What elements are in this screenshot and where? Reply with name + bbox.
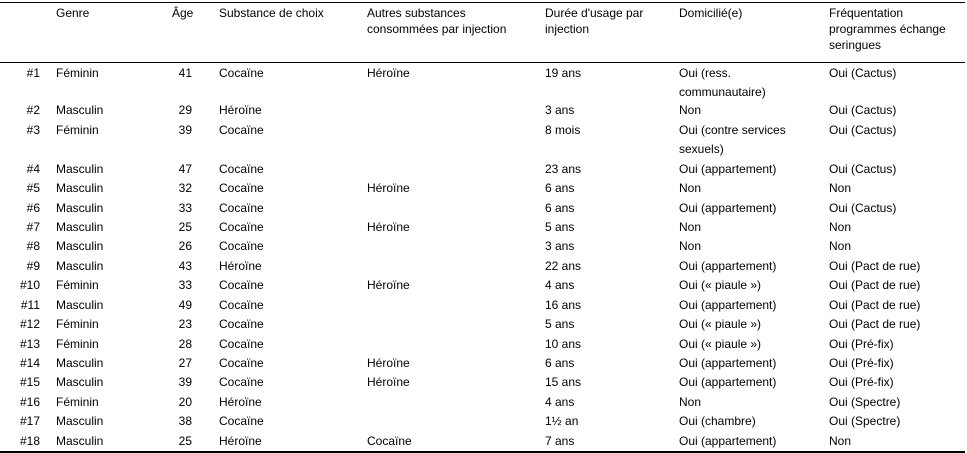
row-substance: Cocaïne (219, 278, 264, 292)
row-other-substances: Héroïne (367, 375, 410, 389)
row-age: 25 (178, 220, 192, 234)
row-genre: Masculin (56, 162, 104, 176)
row-duration: 10 ans (545, 337, 582, 351)
row-housed: Oui (ress. communautaire) (679, 66, 766, 99)
row-id: #3 (26, 123, 40, 137)
row-age: 47 (178, 162, 192, 176)
row-programs: Oui (Pact de rue) (829, 298, 921, 312)
row-programs: Oui (Pré-fix) (829, 337, 894, 351)
row-housed: Oui (appartement) (679, 434, 777, 448)
row-other-substances: Héroïne (367, 278, 410, 292)
header-housed: Domicilié(e) (679, 6, 743, 20)
row-substance: Cocaïne (219, 356, 264, 370)
row-housed: Oui (appartement) (679, 298, 777, 312)
row-housed: Oui (appartement) (679, 162, 777, 176)
row-substance: Cocaïne (219, 201, 264, 215)
row-genre: Masculin (56, 298, 104, 312)
row-housed: Non (679, 181, 702, 195)
row-substance: Cocaïne (219, 375, 264, 389)
row-genre: Masculin (56, 375, 104, 389)
row-genre: Masculin (56, 356, 104, 370)
row-id: #8 (26, 239, 40, 253)
row-programs: Oui (Cactus) (829, 66, 897, 80)
row-duration: 19 ans (545, 66, 582, 80)
row-housed: Oui (« piaule ») (679, 278, 762, 292)
row-housed: Oui (appartement) (679, 356, 777, 370)
row-housed: Oui (appartement) (679, 201, 777, 215)
row-housed: Non (679, 103, 702, 117)
row-duration: 4 ans (545, 278, 575, 292)
row-duration: 1½ an (545, 414, 579, 428)
row-housed: Oui (chambre) (679, 414, 756, 428)
row-duration: 16 ans (545, 298, 582, 312)
header-duration: Durée d'usage par injection (545, 6, 644, 36)
row-age: 38 (178, 414, 192, 428)
row-id: #10 (19, 278, 40, 292)
row-substance: Cocaïne (219, 337, 264, 351)
row-substance: Cocaïne (219, 220, 264, 234)
header-other-substances: Autres substances consommées par injection (367, 6, 507, 36)
row-genre: Masculin (56, 239, 104, 253)
row-housed: Non (679, 395, 702, 409)
row-other-substances: Héroïne (367, 356, 410, 370)
row-duration: 4 ans (545, 395, 575, 409)
row-genre: Masculin (56, 259, 104, 273)
row-id: #12 (19, 317, 40, 331)
row-substance: Cocaïne (219, 414, 264, 428)
row-age: 43 (178, 259, 192, 273)
row-genre: Masculin (56, 201, 104, 215)
row-id: #17 (19, 414, 40, 428)
row-duration: 6 ans (545, 201, 575, 215)
row-housed: Non (679, 239, 702, 253)
row-duration: 15 ans (545, 375, 582, 389)
row-id: #13 (19, 337, 40, 351)
row-programs: Non (829, 220, 852, 234)
row-programs: Oui (Pact de rue) (829, 278, 921, 292)
row-id: #11 (20, 298, 40, 312)
row-housed: Oui (contre services sexuels) (679, 123, 786, 156)
row-substance: Héroïne (219, 434, 262, 448)
row-genre: Féminin (56, 337, 99, 351)
row-id: #2 (26, 103, 40, 117)
row-duration: 6 ans (545, 181, 575, 195)
row-duration: 6 ans (545, 356, 575, 370)
row-genre: Masculin (56, 181, 104, 195)
row-id: #18 (19, 434, 40, 448)
row-substance: Cocaïne (219, 162, 264, 176)
row-duration: 22 ans (545, 259, 582, 273)
row-age: 49 (178, 298, 192, 312)
row-age: 33 (178, 201, 192, 215)
row-age: 20 (178, 395, 192, 409)
row-substance: Cocaïne (219, 239, 264, 253)
row-id: #4 (26, 162, 40, 176)
row-substance: Cocaïne (219, 123, 264, 137)
row-genre: Féminin (56, 123, 99, 137)
row-programs: Oui (Cactus) (829, 201, 897, 215)
row-substance: Héroïne (219, 103, 262, 117)
table-header-rule (0, 62, 965, 63)
row-genre: Féminin (56, 66, 99, 80)
row-genre: Masculin (56, 414, 104, 428)
row-age: 33 (178, 278, 192, 292)
row-age: 39 (178, 123, 192, 137)
row-genre: Masculin (56, 434, 104, 448)
row-id: #5 (26, 181, 40, 195)
row-programs: Oui (Cactus) (829, 123, 897, 137)
row-housed: Oui (« piaule ») (679, 337, 762, 351)
row-housed: Oui (appartement) (679, 259, 777, 273)
row-genre: Masculin (56, 220, 104, 234)
row-substance: Cocaïne (219, 317, 264, 331)
row-age: 25 (178, 434, 192, 448)
row-id: #7 (26, 220, 40, 234)
row-programs: Non (829, 239, 852, 253)
row-age: 29 (178, 103, 192, 117)
row-substance: Héroïne (219, 395, 262, 409)
row-housed: Oui (appartement) (679, 375, 777, 389)
row-age: 39 (178, 375, 192, 389)
row-duration: 5 ans (545, 220, 575, 234)
row-programs: Oui (Cactus) (829, 103, 897, 117)
row-programs: Non (829, 434, 852, 448)
header-age: Âge (172, 6, 194, 20)
row-age: 28 (178, 337, 192, 351)
row-age: 23 (178, 317, 192, 331)
row-genre: Féminin (56, 278, 99, 292)
row-id: #1 (26, 66, 40, 80)
row-age: 26 (178, 239, 192, 253)
row-id: #9 (26, 259, 40, 273)
row-other-substances: Héroïne (367, 220, 410, 234)
row-age: 27 (178, 356, 192, 370)
row-duration: 7 ans (545, 434, 575, 448)
row-programs: Oui (Cactus) (829, 162, 897, 176)
row-genre: Féminin (56, 395, 99, 409)
row-programs: Oui (Pré-fix) (829, 356, 894, 370)
row-programs: Oui (Spectre) (829, 414, 901, 428)
row-id: #14 (19, 356, 40, 370)
row-substance: Cocaïne (219, 298, 264, 312)
row-other-substances: Héroïne (367, 181, 410, 195)
row-id: #6 (26, 201, 40, 215)
row-duration: 3 ans (545, 239, 575, 253)
row-housed: Oui (« piaule ») (679, 317, 762, 331)
row-id: #15 (19, 375, 40, 389)
row-substance: Cocaïne (219, 66, 264, 80)
row-programs: Oui (Spectre) (829, 395, 901, 409)
row-duration: 5 ans (545, 317, 575, 331)
row-duration: 23 ans (545, 162, 582, 176)
row-id: #16 (19, 395, 40, 409)
row-programs: Oui (Pré-fix) (829, 375, 894, 389)
row-substance: Cocaïne (219, 181, 264, 195)
row-substance: Héroïne (219, 259, 262, 273)
row-other-substances: Cocaïne (367, 434, 412, 448)
header-genre: Genre (56, 6, 90, 20)
row-programs: Non (829, 181, 852, 195)
row-duration: 8 mois (545, 123, 581, 137)
row-other-substances: Héroïne (367, 66, 410, 80)
header-substance: Substance de choix (219, 6, 324, 20)
row-age: 32 (178, 181, 192, 195)
row-age: 41 (178, 66, 192, 80)
header-programs: Fréquentation programmes échange seringues (829, 6, 946, 52)
row-programs: Oui (Pact de rue) (829, 317, 921, 331)
row-housed: Non (679, 220, 702, 234)
row-programs: Oui (Pact de rue) (829, 259, 921, 273)
row-duration: 3 ans (545, 103, 575, 117)
row-genre: Féminin (56, 317, 99, 331)
row-genre: Masculin (56, 103, 104, 117)
table-top-rule (0, 2, 965, 3)
